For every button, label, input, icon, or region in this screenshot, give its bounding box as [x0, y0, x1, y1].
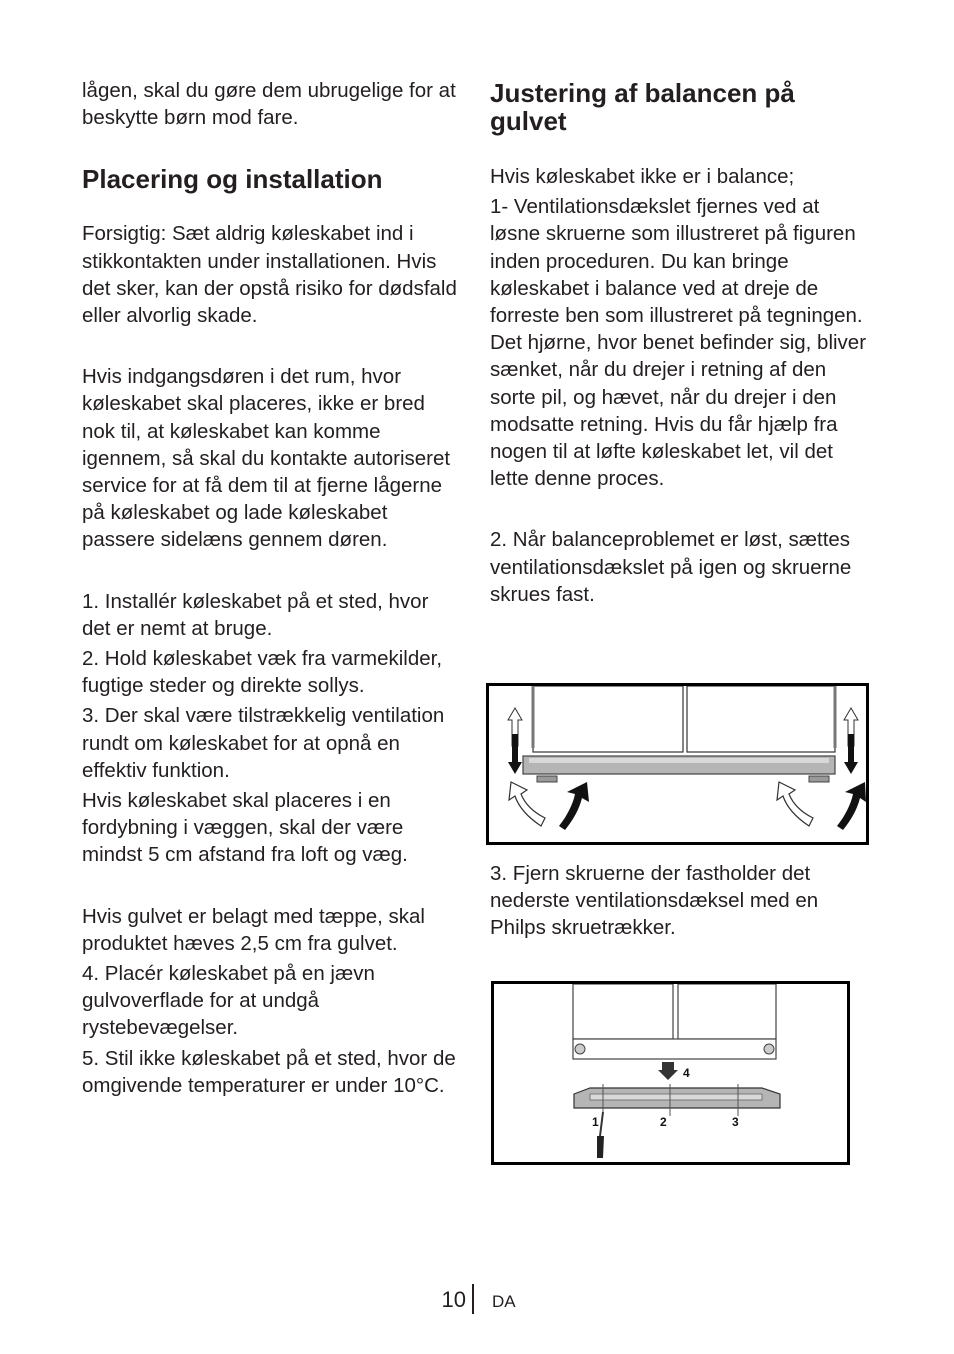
- balance-lead: Hvis køleskabet ikke er i balance;: [490, 165, 795, 188]
- vent-cover-removal-drawing: [494, 984, 847, 1162]
- balance-step-1: 1- Ventilationsdækslet fjernes ved at løsne skruerne som illustreret på figuren inden proceduren. Du kan bringe køleskabet i balance ved at dreje de forreste ben som illustreret på tegningen. Det hjørne, hvor benet befinder sig, bliver sænket, når du drejer i retning af den sorte pil, og hævet, når du drejer i den modsatte retning. Hvis du får hjælp fra nogen til at løfte køleskabet let, vil det lette denne proces.: [490, 195, 867, 491]
- fridge-door-left: [533, 686, 683, 752]
- leveling-feet-drawing: [489, 686, 866, 842]
- warning-text: Forsigtig: Sæt aldrig køleskabet ind i stikkontakten under installationen. Hvis det sker, kan der opstå risiko for dødsfald eller alvorlig skade.: [82, 222, 457, 328]
- rotate-arrow-open-right: [777, 782, 813, 826]
- page-footer: [0, 1284, 954, 1314]
- balance-step-3: 3. Fjern skruerne der fastholder det nederste ventilationsdæksel med en Philps skruetrækker.: [490, 862, 819, 940]
- foot-left: [537, 776, 557, 782]
- fridge-door-right: [687, 686, 835, 752]
- list-item-3: 3. Der skal være tilstrækkelig ventilation rundt om køleskabet for at opnå en effektiv funktion.: [82, 704, 445, 782]
- foot-right: [809, 776, 829, 782]
- figure-label-2: 2: [660, 1115, 667, 1129]
- list-item-5: 5. Stil ikke køleskabet på et sted, hvor de omgivende temperaturer er under 10°C.: [82, 1046, 456, 1097]
- section-heading-balance: Justering af balancen på gulvet: [490, 78, 795, 136]
- language-code: DA: [492, 1292, 516, 1311]
- carpet-text: Hvis gulvet er belagt med tæppe, skal produktet hæves 2,5 cm fra gulvet.: [82, 904, 425, 955]
- down-arrow-icon: [658, 1062, 678, 1080]
- door-paragraph: Hvis indgangsdøren i det rum, hvor køleskabet skal placeres, ikke er bred nok til, at køleskabet kan komme igennem, så skal du kontakte autoriseret service for at få dem til at fjerne lågerne på køleskabet og lade køleskabet passere sidelæns gennem døren.: [82, 365, 451, 552]
- height-arrows-right: [844, 708, 858, 774]
- list-item-1: 1. Installér køleskabet på et sted, hvor det er nemt at bruge.: [82, 589, 429, 640]
- figure-label-3: 3: [732, 1115, 739, 1129]
- right-column: [490, 76, 870, 608]
- rotate-arrow-solid-right: [837, 782, 866, 830]
- list-item-4: 4. Placér køleskabet på en jævn gulvoverflade for at undgå rystebevægelser.: [82, 962, 375, 1040]
- rotate-arrow-open-left: [509, 782, 545, 826]
- section-heading-placement: Placering og installation: [82, 164, 383, 195]
- recess-text: Hvis køleskabet skal placeres i en fordybning i væggen, skal der være mindst 5 cm afstand fra loft og væg.: [82, 789, 408, 867]
- footer-divider: [472, 1284, 474, 1314]
- fridge-door-left: [573, 984, 673, 1039]
- figure-label-4: 4: [683, 1066, 690, 1080]
- page-number: 10: [441, 1287, 466, 1312]
- vent-cover-removal-figure: [491, 981, 850, 1165]
- fridge-door-right: [678, 984, 776, 1039]
- figure-label-1: 1: [592, 1115, 599, 1129]
- intro-text: lågen, skal du gøre dem ubrugelige for at beskytte børn mod fare.: [82, 79, 456, 130]
- leveling-feet-figure: [486, 683, 869, 845]
- list-item-2: 2. Hold køleskabet væk fra varmekilder, fugtige steder og direkte sollys.: [82, 647, 443, 698]
- left-column: [82, 76, 462, 1099]
- height-arrows-left: [508, 708, 522, 774]
- balance-step-2: 2. Når balanceproblemet er løst, sættes ventilationsdækslet på igen og skruerne skrues fast.: [490, 528, 852, 606]
- rotate-arrow-solid-left: [559, 782, 589, 830]
